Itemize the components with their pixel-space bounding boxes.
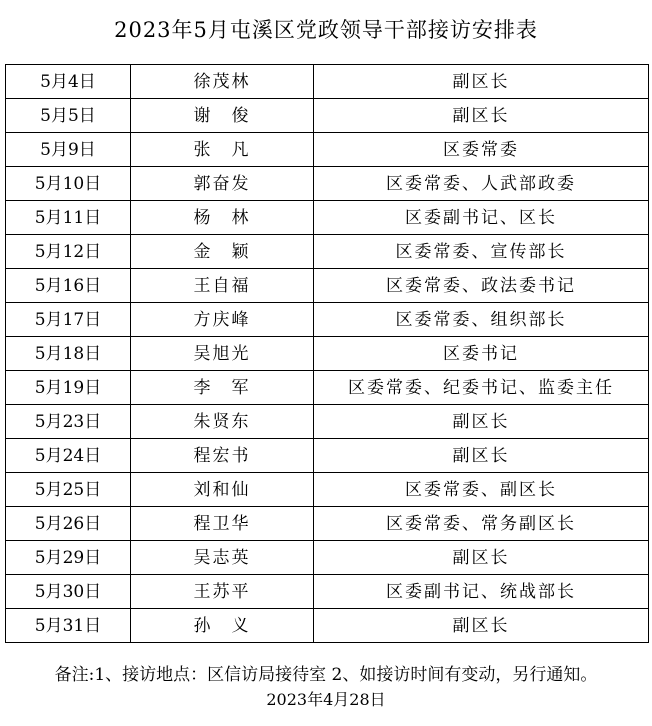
date-cell: 5月10日: [6, 167, 131, 201]
date-cell: 5月30日: [6, 575, 131, 609]
date-cell: 5月4日: [6, 65, 131, 99]
table-row: [6, 65, 649, 99]
name-cell: 谢 俊: [131, 99, 314, 133]
position-cell: 区委常委、人武部政委: [314, 167, 649, 201]
name-cell: 王苏平: [131, 575, 314, 609]
name-cell: 吴旭光: [131, 337, 314, 371]
name-cell: 张 凡: [131, 133, 314, 167]
position-cell: 区委常委、常务副区长: [314, 507, 649, 541]
position-cell: 区委副书记、统战部长: [314, 575, 649, 609]
name-cell: 刘和仙: [131, 473, 314, 507]
name-cell: 程宏书: [131, 439, 314, 473]
position-cell: 区委常委: [314, 133, 649, 167]
table-row: [6, 371, 649, 405]
date-cell: 5月31日: [6, 609, 131, 643]
date-cell: 5月12日: [6, 235, 131, 269]
table-row: [6, 337, 649, 371]
date-cell: 5月5日: [6, 99, 131, 133]
remarks-note: 备注:1、接访地点：区信访局接待室 2、如接访时间有变动，另行通知。: [54, 665, 598, 685]
position-cell: 副区长: [314, 439, 649, 473]
date-cell: 5月24日: [6, 439, 131, 473]
page-title: 2023年5月屯溪区党政领导干部接访安排表: [114, 18, 538, 42]
table-row: [6, 167, 649, 201]
schedule-table: [5, 64, 649, 643]
name-cell: 徐茂林: [131, 65, 314, 99]
table-row: [6, 473, 649, 507]
date-cell: 5月29日: [6, 541, 131, 575]
position-cell: 副区长: [314, 405, 649, 439]
name-cell: 王自福: [131, 269, 314, 303]
name-cell: 孙 义: [131, 609, 314, 643]
name-cell: 李 军: [131, 371, 314, 405]
name-cell: 朱贤东: [131, 405, 314, 439]
position-cell: 区委常委、纪委书记、监委主任: [314, 371, 649, 405]
table-row: [6, 609, 649, 643]
table-row: [6, 405, 649, 439]
table-row: [6, 541, 649, 575]
date-cell: 5月23日: [6, 405, 131, 439]
position-cell: 副区长: [314, 609, 649, 643]
name-cell: 方庆峰: [131, 303, 314, 337]
position-cell: 副区长: [314, 65, 649, 99]
position-cell: 区委常委、政法委书记: [314, 269, 649, 303]
table-row: [6, 575, 649, 609]
name-cell: 吴志英: [131, 541, 314, 575]
position-cell: 区委常委、组织部长: [314, 303, 649, 337]
table-row: [6, 235, 649, 269]
position-cell: 区委副书记、区长: [314, 201, 649, 235]
date-cell: 5月11日: [6, 201, 131, 235]
table-row: [6, 133, 649, 167]
table-row: [6, 201, 649, 235]
position-cell: 副区长: [314, 541, 649, 575]
table-row: [6, 269, 649, 303]
date-cell: 5月16日: [6, 269, 131, 303]
date-cell: 5月18日: [6, 337, 131, 371]
table-row: [6, 99, 649, 133]
position-cell: 区委常委、副区长: [314, 473, 649, 507]
table-row: [6, 303, 649, 337]
issue-date: 2023年4月28日: [266, 690, 386, 709]
name-cell: 程卫华: [131, 507, 314, 541]
date-cell: 5月19日: [6, 371, 131, 405]
schedule-table-body: [6, 65, 649, 643]
position-cell: 区委常委、宣传部长: [314, 235, 649, 269]
date-cell: 5月26日: [6, 507, 131, 541]
date-cell: 5月17日: [6, 303, 131, 337]
table-row: [6, 507, 649, 541]
table-row: [6, 439, 649, 473]
position-cell: 区委书记: [314, 337, 649, 371]
name-cell: 郭奋发: [131, 167, 314, 201]
date-cell: 5月9日: [6, 133, 131, 167]
name-cell: 金 颖: [131, 235, 314, 269]
name-cell: 杨 林: [131, 201, 314, 235]
date-cell: 5月25日: [6, 473, 131, 507]
position-cell: 副区长: [314, 99, 649, 133]
